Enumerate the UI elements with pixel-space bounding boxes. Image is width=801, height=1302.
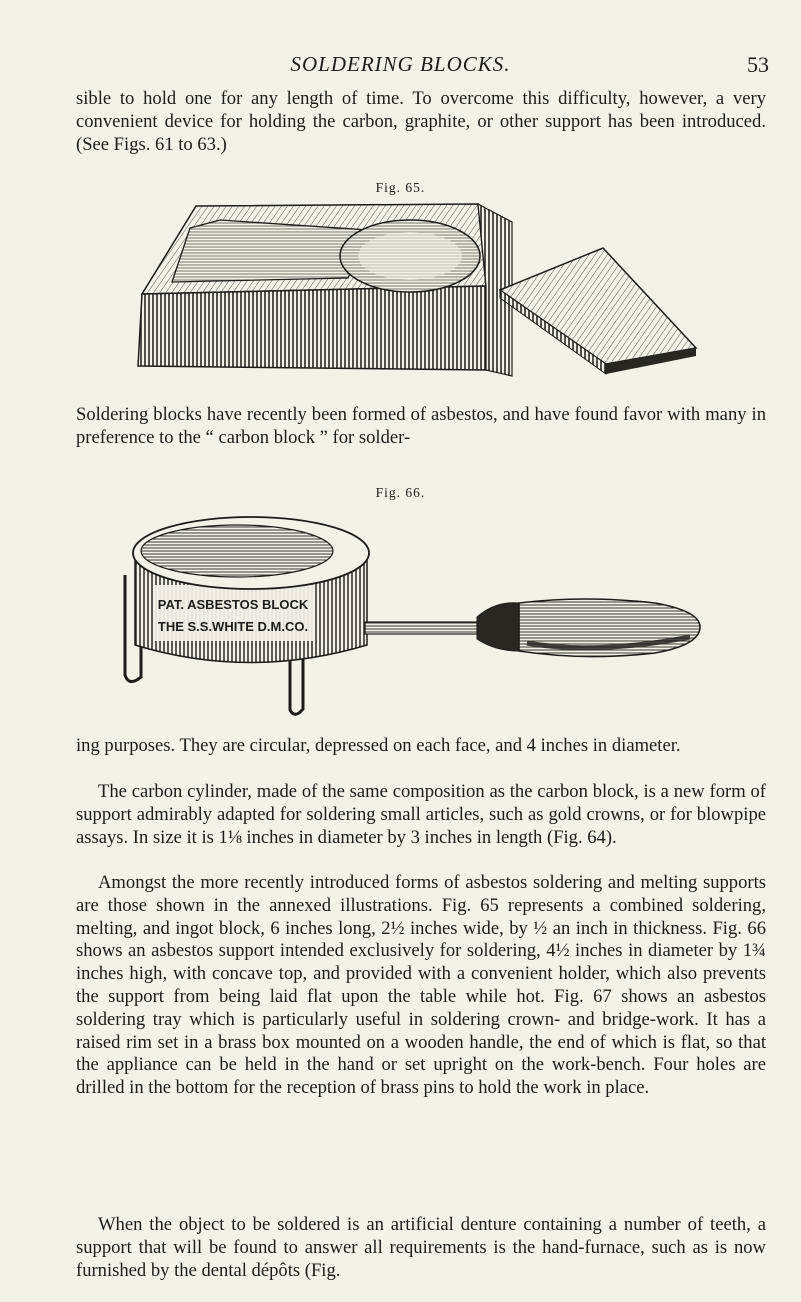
stamp-line-2: PAT. ASBESTOS BLOCK — [157, 597, 309, 612]
paragraph-soldering-blocks: Soldering blocks have recently been formed of asbestos, and have found favor with many in preference to the “ carbon block ” for solder- — [76, 404, 766, 448]
concave-top — [141, 525, 333, 577]
holder-rod — [365, 622, 477, 634]
paragraph-asbestos-supports: Amongst the more recently introduced forms of asbestos soldering and melting supports are those shown in the annexed illustrations. Fig. 65 represents a combined soldering, melting, and ingot block, 6 inches long, 2½ inches wide, by ½ an inch in thickness. Fig. 66 shows an asbestos support intended exclusively for soldering, 4½ inches in diameter by 1¾ inches high, with concave top, and provided with a convenient holder, which also prevents the support from being laid flat upon the table while hot. Fig. 67 shows an asbestos soldering tray which is particularly useful in soldering crown- and bridge-work. It has a raised rim set in a brass box mounted on a wooden handle, the end of which is flat, so that the appliance can be held in the hand or set upright on the work-bench. Four holes are drilled in the bottom for the reception of brass pins to hold the work in place. — [76, 872, 766, 1099]
fig-65-caption: Fig. 65. — [375, 180, 426, 195]
handle-ferrule — [477, 603, 519, 651]
paragraph-intro: sible to hold one for any length of time. To overcome this difficulty, however, a very convenient device for holding the carbon, graphite, or other support has been introduced. (See Figs. 61 to 63.) — [76, 88, 766, 155]
fig-66-illustration — [115, 505, 705, 725]
page-header — [0, 52, 801, 82]
stamp-line-1: THE S.S.WHITE D.M.CO. — [157, 619, 309, 634]
paragraph-hand-furnace: When the object to be soldered is an artificial denture containing a number of teeth, a support that will be found to answer all requirements is the hand-furnace, such as is now furnished by the dental dépôts (Fig. — [76, 1214, 766, 1281]
paragraph-circular: ing purposes. They are circular, depressed on each face, and 4 inches in diameter. — [76, 735, 681, 756]
block-front-face — [138, 286, 486, 370]
fig-66-caption: Fig. 66. — [375, 485, 426, 500]
page-number: 53 — [747, 52, 769, 77]
running-head: SOLDERING BLOCKS. — [290, 52, 511, 76]
ingot-channel — [172, 220, 368, 282]
block-lid — [500, 248, 696, 364]
paragraph-carbon-cylinder: The carbon cylinder, made of the same composition as the carbon block, is a new form of support admirably adapted for soldering small articles, such as gold crowns, or for blowpipe assays. In size it is 1⅛ inches in diameter by 3 inches in length (Fig. 64). — [76, 781, 766, 848]
fig-65-illustration — [128, 198, 698, 388]
